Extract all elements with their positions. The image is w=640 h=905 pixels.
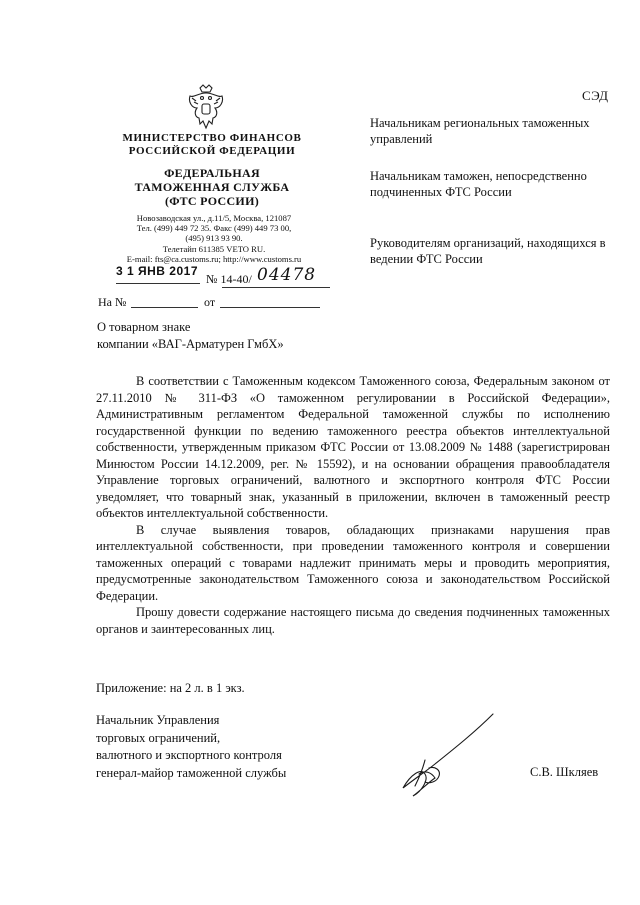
reference-date-blank (220, 307, 320, 308)
addressee: Руководителям организаций, находящихся в ведении ФТС России (370, 236, 606, 266)
body-paragraph: Прошу довести содержание настоящего письма до сведения подчиненных таможенных органов и заинтересованных лиц. (96, 605, 610, 636)
outgoing-number-handwritten: 04478 (257, 265, 317, 285)
service-line: ФЕДЕРАЛЬНАЯ (164, 166, 260, 180)
service-name (112, 166, 312, 208)
signer-name: С.В. Шкляев (530, 765, 599, 779)
signer-title-line: генерал-майор таможенной службы (96, 765, 287, 780)
address-line: E-mail: fts@ca.customs.ru; http://www.customs.ru (126, 253, 302, 264)
service-line: (ФТС РОССИИ) (164, 194, 259, 208)
signer-title-line: торговых ограничений, (96, 730, 221, 745)
reference-date-label: от (204, 295, 216, 309)
service-line: ТАМОЖЕННАЯ СЛУЖБА (134, 180, 290, 194)
ministry-line: РОССИЙСКОЙ ФЕДЕРАЦИИ (128, 145, 296, 157)
ministry-line: МИНИСТЕРСТВО ФИНАНСОВ (122, 132, 302, 144)
reference-number-blank (131, 307, 198, 308)
address-line: Тел. (499) 449 72 35. Факс (499) 449 73 00, (136, 223, 292, 234)
date-stamp: 3 1 ЯНВ 2017 (116, 264, 199, 278)
document-marking: СЭД (582, 88, 609, 103)
address-line: Новозаводская ул., д.11/5, Москва, 121087 (136, 213, 292, 223)
handwritten-signature (395, 712, 495, 798)
subject-line: компании «ВАГ-Арматурен ГмбХ» (97, 337, 284, 351)
signer-title-line: Начальник Управления (96, 713, 220, 727)
address-line: (495) 913 93 90. (185, 233, 243, 244)
date-underline (116, 283, 200, 284)
addressee: Начальникам таможен, непосредственно подчиненных ФТС России (370, 169, 587, 199)
sender-address (108, 213, 320, 264)
number-underline (222, 287, 330, 288)
addressee: Начальникам региональных таможенных управлений (370, 116, 590, 146)
reference-number-label: На № (98, 295, 127, 309)
signer-title-line: валютного и экспортного контроля (96, 748, 282, 762)
signer-title (96, 712, 286, 782)
address-line: Телетайп 611385 VETO RU. (162, 243, 266, 254)
coat-of-arms-icon (186, 84, 226, 130)
letter-body (96, 373, 610, 637)
outgoing-number-prefix: № 14-40/ (206, 272, 252, 286)
body-paragraph: В соответствии с Таможенным кодексом Таможенного союза, Федеральным законом от 27.11.2010 № 311-ФЗ «О таможенном регулировании в Российской Федерации», Административным регламентом Федеральной таможенной службы по исполнению государственной функции по ведению таможенного реестра объектов интеллектуальной собственности, утвержденным приказом ФТС России от 13.08.2009 № 1488 (зарегистрирован Минюстом России 14.12.2009, рег. № 15592), и на основании обращения правообладателя Управление торговых ограничений, валютного и экспортного контроля ФТС России уведомляет, что товарный знак, указанный в приложении, включен в таможенный реестр объектов интеллектуальной собственности. (96, 374, 610, 520)
body-paragraph: В случае выявления товаров, обладающих признаками нарушения прав интеллектуальной собственности, при проведении таможенного контроля и совершении таможенных операций с товарами надлежит принимать меры и проводить мероприятия, предусмотренные законодательством Таможенного союза и законодательством Российской Федерации. (96, 522, 610, 603)
subject-line: О товарном знаке (97, 320, 191, 334)
attachment-note: Приложение: на 2 л. в 1 экз. (96, 681, 245, 695)
letter-subject (97, 319, 284, 353)
ministry-name (112, 132, 312, 158)
